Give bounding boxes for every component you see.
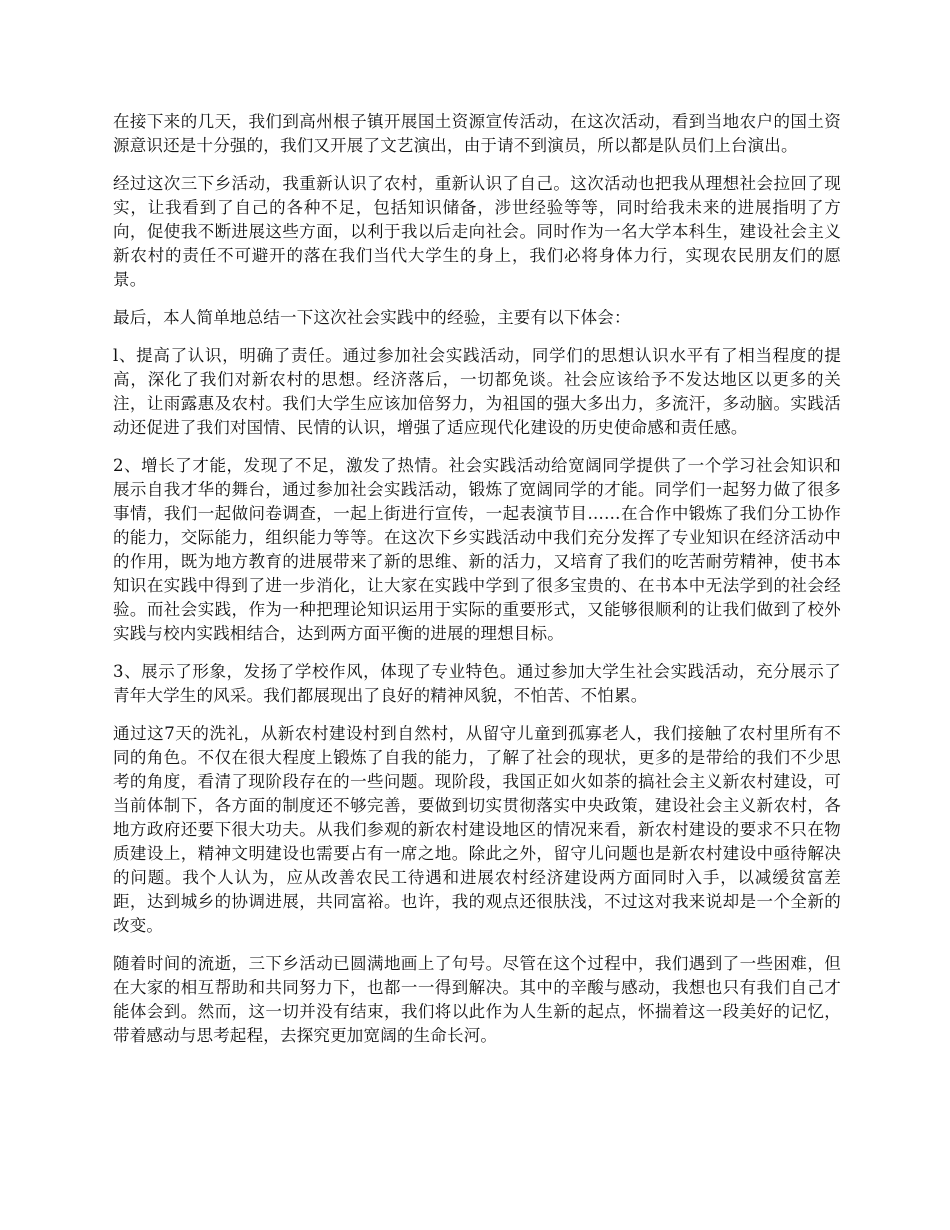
paragraph-7: 通过这7天的洗礼，从新农村建设村到自然村，从留守儿童到孤寡老人，我们接触了农村里所有不同的角色。不仅在很大程度上锻炼了自我的能力，了解了社会的现状，更多的是带给的我们不少思考的角度，看清了现阶段存在的一些问题。现阶段，我国正如火如荼的搞社会主义新农村建设，可当前体制下，各方面的制度还不够完善，要做到切实贯彻落实中央政策，建设社会主义新农村，各地方政府还要下很大功夫。从我们参观的新农村建设地区的情况来看，新农村建设的要求不只在物质建设上，精神文明建设也需要占有一席之地。除此之外，留守儿问题也是新农村建设中亟待解决的问题。我个人认为，应从改善农民工待遇和进展农村经济建设两方面同时入手，以减缓贫富差距，达到城乡的协调进展，共同富裕。也许，我的观点还很肤浅，不过这对我来说却是一个全新的改变。 bbox=[113, 724, 841, 935]
paragraph-6: 3、展示了形象，发扬了学校作风，体现了专业特色。通过参加大学生社会实践活动，充分展示了青年大学生的风采。我们都展现出了良好的精神风貌，不怕苦、不怕累。 bbox=[113, 662, 841, 705]
paragraph-4: l、提高了认识，明确了责任。通过参加社会实践活动，同学们的思想认识水平有了相当程度的提高，深化了我们对新农村的思想。经济落后，一切都免谈。社会应该给予不发达地区以更多的关注，让雨露惠及农村。我们大学生应该加倍努力，为祖国的强大多出力，多流汗，多动脑。实践活动还促进了我们对国情、民情的认识，增强了适应现代化建设的历史使命感和责任感。 bbox=[113, 346, 841, 437]
document-body bbox=[113, 110, 841, 1062]
paragraph-8: 随着时间的流逝，三下乡活动已圆满地画上了句号。尽管在这个过程中，我们遇到了一些困难，但在大家的相互帮助和共同努力下，也都一一得到解决。其中的辛酸与感动，我想也只有我们自己才能体会到。然而，这一切并没有结束，我们将以此作为人生新的起点，怀揣着这一段美好的记忆，带着感动与思考起程，去探究更加宽阔的生命长河。 bbox=[113, 954, 841, 1045]
paragraph-3: 最后，本人简单地总结一下这次社会实践中的经验，主要有以下体会： bbox=[113, 308, 631, 327]
paragraph-1: 在接下来的几天，我们到高州根子镇开展国土资源宣传活动，在这次活动，看到当地农户的国土资源意识还是十分强的，我们又开展了文艺演出，由于请不到演员，所以都是队员们上台演出。 bbox=[113, 112, 841, 155]
paragraph-2: 经过这次三下乡活动，我重新认识了农村，重新认识了自己。这次活动也把我从理想社会拉回了现实，让我看到了自己的各种不足，包括知识储备，涉世经验等等，同时给我未来的进展指明了方向，促使我不断进展这些方面，以利于我以后走向社会。同时作为一名大学本科生，建设社会主义新农村的责任不可避开的落在我们当代大学生的身上，我们必将身体力行，实现农民朋友们的愿景。 bbox=[113, 174, 841, 289]
paragraph-5: 2、增长了才能，发现了不足，激发了热情。社会实践活动给宽阔同学提供了一个学习社会知识和展示自我才华的舞台，通过参加社会实践活动，锻炼了宽阔同学的才能。同学们一起努力做了很多事情，我们一起做问卷调查，一起上街进行宣传，一起表演节目……在合作中锻炼了我们分工协作的能力，交际能力，组织能力等等。在这次下乡实践活动中我们充分发挥了专业知识在经济活动中的作用，既为地方教育的进展带来了新的思维、新的活力，又培育了我们的吃苦耐劳精神，使书本知识在实践中得到了进一步消化，让大家在实践中学到了很多宝贵的、在书本中无法学到的社会经验。而社会实践，作为一种把理论知识运用于实际的重要形式，又能够很顺利的让我们做到了校外实践与校内实践相结合，达到两方面平衡的进展的理想目标。 bbox=[113, 456, 841, 643]
